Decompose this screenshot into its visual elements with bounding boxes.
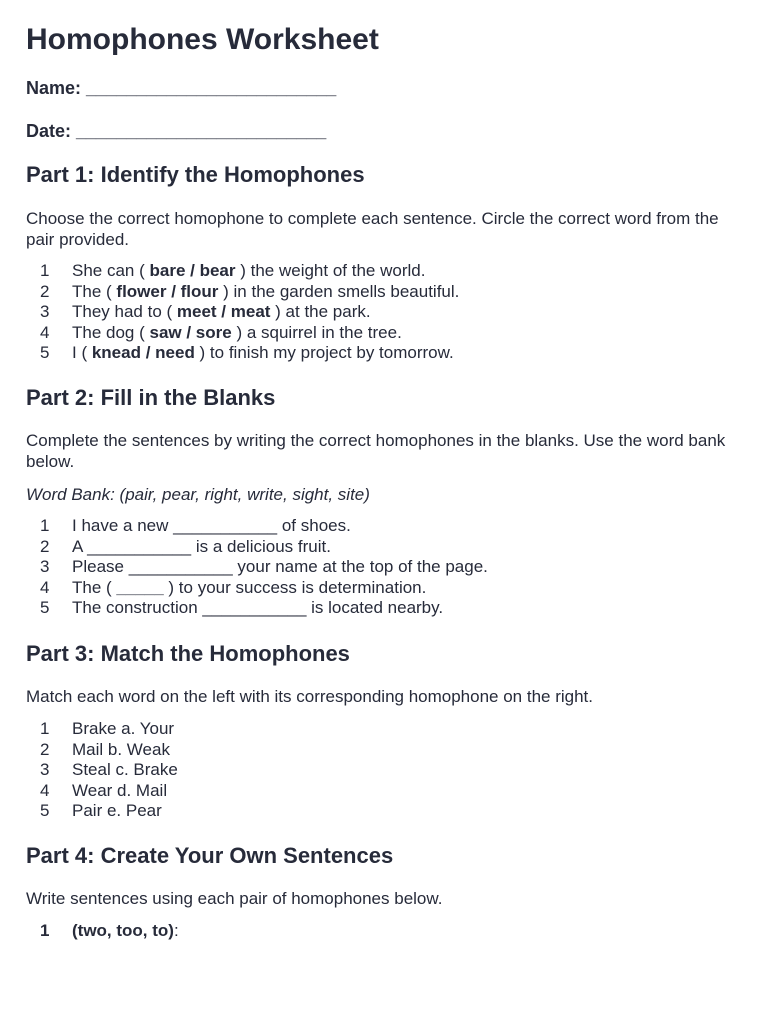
list-item (26, 557, 488, 578)
item-text-before: She can ( (72, 261, 150, 280)
item-number: 2 (40, 739, 50, 759)
list-item (26, 801, 178, 822)
list-item (26, 302, 459, 323)
date-label: Date: (26, 121, 72, 141)
date-blank: _________________________ (76, 121, 327, 141)
list-item (26, 343, 459, 364)
part2-instructions: Complete the sentences by writing the correct homophones in the blanks. Use the word bank below. (26, 431, 726, 471)
name-label: Name: (26, 78, 82, 98)
item-text-after: ) the weight of the world. (235, 261, 426, 280)
list-item (26, 537, 488, 558)
list-item (26, 719, 178, 740)
item-number: 1 (40, 516, 50, 535)
item-text: Wear d. Mail (72, 780, 168, 800)
list-item (26, 740, 178, 761)
item-text-after: ) in the garden smells beautiful. (218, 281, 460, 301)
part3-instructions: Match each word on the left with its corresponding homophone on the right. (26, 687, 594, 706)
item-number: 5 (40, 343, 50, 363)
item-text-before: The dog ( (72, 322, 150, 342)
part1-heading: Part 1: Identify the Homophones (26, 162, 365, 187)
part3-heading: Part 3: Match the Homophones (26, 641, 350, 666)
part1-instructions: Choose the correct homophone to complete each sentence. Circle the correct word from the pair provided. (26, 209, 719, 249)
part2-heading: Part 2: Fill in the Blanks (26, 385, 276, 410)
item-text: Brake a. Your (72, 719, 175, 738)
item-number: 5 (40, 801, 50, 821)
list-item (26, 261, 459, 282)
fill-blank: _____ (116, 577, 164, 597)
homophone-pair: knead / need (91, 343, 195, 363)
part4-list (26, 921, 179, 942)
list-item (26, 598, 488, 619)
homophone-pair: meet / meat (176, 302, 271, 322)
list-item (26, 282, 459, 303)
list-item (26, 516, 488, 537)
list-item (26, 781, 178, 802)
list-item (26, 578, 488, 599)
item-number: 2 (40, 281, 50, 301)
item-text: The construction ___________ is located nearby. (72, 598, 444, 618)
item-number: 4 (40, 577, 50, 597)
item-text-after: ) to your success is determination. (163, 577, 427, 597)
item-number: 3 (40, 557, 50, 577)
item-number: 4 (40, 780, 50, 800)
item-number: 3 (40, 302, 50, 322)
homophone-pair: flower / flour (116, 281, 219, 301)
word-bank: Word Bank: (pair, pear, right, write, sight, site) (26, 485, 370, 504)
name-blank: _________________________ (86, 78, 337, 98)
item-text: A ___________ is a delicious fruit. (72, 536, 331, 556)
item-number: 3 (40, 760, 50, 780)
homophone-group: (two, too, to) (72, 921, 174, 940)
part3-list (26, 719, 178, 822)
item-text: Steal c. Brake (72, 760, 178, 780)
item-number: 2 (40, 536, 50, 556)
item-text: Mail b. Weak (72, 739, 170, 759)
item-colon: : (173, 921, 179, 940)
item-number: 5 (40, 598, 50, 618)
item-text-after: ) to finish my project by tomorrow. (194, 343, 454, 363)
part4-heading: Part 4: Create Your Own Sentences (26, 843, 394, 868)
item-number: 1 (40, 921, 50, 940)
item-text: Please ___________ your name at the top of the page. (72, 557, 488, 577)
date-field (26, 121, 326, 142)
item-number: 1 (40, 261, 50, 280)
item-text-after: ) at the park. (270, 302, 371, 322)
list-item (26, 921, 179, 942)
item-number: 1 (40, 719, 50, 738)
part4-instructions: Write sentences using each pair of homophones below. (26, 889, 443, 908)
page-title: Homophones Worksheet (26, 23, 379, 56)
item-text: Pair e. Pear (72, 801, 162, 821)
item-text: I have a new ___________ of shoes. (72, 516, 351, 535)
list-item (26, 323, 459, 344)
item-text-before: They had to ( (72, 302, 177, 322)
item-text-before: The ( (72, 577, 117, 597)
item-number: 4 (40, 322, 50, 342)
homophone-pair: saw / sore (149, 322, 232, 342)
item-text-before: I ( (72, 343, 92, 363)
part2-list (26, 516, 488, 619)
name-field (26, 78, 336, 99)
homophone-pair: bare / bear (149, 261, 236, 280)
item-text-after: ) a squirrel in the tree. (231, 322, 402, 342)
item-text-before: The ( (72, 281, 117, 301)
part1-list (26, 261, 459, 364)
list-item (26, 760, 178, 781)
